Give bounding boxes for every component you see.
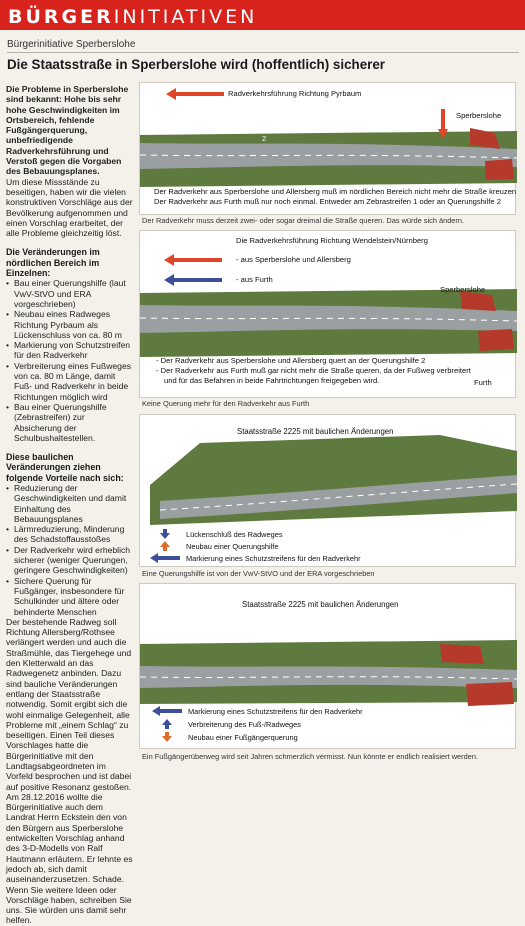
intro-lead: Die Probleme in Sperberslohe sind bekannt: Hohe bis sehr hohe Geschwindigkeiten im Ortsbereich, fehlende Fußgängerquerung, unbefriedigende Radverkehrsführung und Verstoß gegen die Vorgaben des Bebauungsplanes. <box>6 84 129 177</box>
arrow-down-icon <box>152 732 182 742</box>
diagram-panel-2 <box>139 230 516 398</box>
advantages-heading: Diese baulichen Veränderungen ziehen folgende Vorteile nach sich: <box>6 452 124 483</box>
panel-2-caption: Keine Querung mehr für den Radverkehr aus Furth <box>142 399 310 408</box>
diagram-panel-1 <box>139 82 516 215</box>
note-line: - Der Radverkehr aus Sperberslohe und Allersberg quert an der Querungshilfe 2 <box>156 356 426 365</box>
legend-row <box>152 732 298 742</box>
panel-title: Staatsstraße 2225 mit baulichen Änderungen <box>242 600 399 609</box>
legend-label: - aus Sperberslohe und Allersberg <box>236 255 351 264</box>
banner-title <box>8 6 257 28</box>
changes-list <box>6 278 134 443</box>
list-item: • Markierung von Schutzstreifen für den Radverkehr <box>6 340 134 361</box>
changes-heading: Die Veränderungen im nördlichen Bereich im Einzelnen: <box>6 247 100 279</box>
intro-text: Um diese Missstände zu beseitigen, haben wir die vielen konstruktiven Vorschläge aus der Bevölkerung aufgenommen und einen Vorschlag erarbeitet, der alle Probleme gleichzeitig löst. <box>6 176 133 239</box>
legend-row <box>150 553 361 563</box>
arrow-down-icon <box>438 109 448 139</box>
list-item: • Verbreiterung eines Fußweges von ca. 80 m Länge, damit Fuß- und Radverkehr in beide Richtungen möglich wird <box>6 361 134 402</box>
legend-label: Neubau einer Fußgängerquerung <box>188 732 298 742</box>
note-line: - Der Radverkehr aus Furth muß gar nicht mehr die Straße queren, da der Fußweg verbreitert <box>156 366 471 375</box>
panel-3-caption: Eine Querungshilfe ist von der VwV-StVO und der ERA vorgeschrieben <box>142 569 375 578</box>
arrow-left-icon <box>164 273 224 287</box>
town-label: Furth <box>474 378 492 387</box>
list-item: • Neubau eines Radweges Richtung Pyrbaum als Lückenschluss von ca. 80 m <box>6 309 134 340</box>
arrow-up-icon <box>150 541 180 551</box>
note-line: Der Radverkehr aus Furth muß nur noch einmal. Entweder am Zebrastreifen 1 oder an Querungshilfe 2 <box>154 197 501 206</box>
arrow-left-icon <box>164 253 224 267</box>
legend-label: Markierung eines Schutzstreifens für den Radverkehr <box>186 553 361 563</box>
route-label: Die Radverkehrsführung Richtung Wendelstein/Nürnberg <box>236 236 428 245</box>
route-label: Radverkehrsführung Richtung Pyrbaum <box>228 89 362 98</box>
legend-label: Lückenschluß des Radweges <box>186 529 283 539</box>
article-body <box>6 84 134 926</box>
closing-text: Der bestehende Radweg soll Richtung Allersberg/Rothsee verlängert werden und auch die Straßmühle, das Tiergehege und den Kletterwald an das Radwegenetz anbinden. Dazu sind bauliche Veränderungen entlang der Staatsstraße notwendig. Somit ergibt sich die wohl einmalige Gelegenheit, alle Probleme mit „einem Schlag“ zu beseitigen. Einen Teil dieses Vorschlages hatte die Bürgerinitiative mit den Landtagsabgeordneten im Vorfeld besprochen und ist dabei auf positive Resonanz gestoßen. Am 28.12.2016 wollte die Bürgerinitiative auch dem Landrat Herrn Eckstein den von den Bürgern aus Sperberslohe entwickelten Vorschlag anhand des 3-D-Modells von Ralf Hautmann erläutern. Er lehnte es jedoch ab, sich damit auseinanderzusetzen. Schade. Wenn Sie weitere Ideen oder Vorschläge haben, schreiben Sie uns. Sie würden uns damit sehr helfen. <box>6 616 133 926</box>
panel-title: Staatsstraße 2225 mit baulichen Änderungen <box>237 427 394 436</box>
legend-label: Neubau einer Querungshilfe <box>186 541 279 551</box>
panel-4-caption: Ein Fußgängerüberweg wird seit Jahren schmerzlich vermisst. Nun könnte er endlich realisiert werden. <box>142 752 479 761</box>
list-item: • Lärmreduzierung, Minderung des Schadstoffausstoßes <box>6 524 134 545</box>
divider <box>7 52 519 53</box>
diagram-panel-4 <box>139 583 516 749</box>
advantages-list <box>6 483 134 617</box>
list-item: • Reduzierung der Geschwindigkeiten und damit Einhaltung des Bebauungsplanes <box>6 483 134 524</box>
banner-title-light: INITIATIVEN <box>113 6 258 28</box>
list-item: • Bau einer Querungshilfe (Zebrastreifen) zur Absicherung der Schulbushaltestellen. <box>6 402 134 443</box>
panel-1-caption: Der Radverkehr muss derzeit zwei- oder sogar dreimal die Straße queren. Das würde sich ändern. <box>142 216 465 225</box>
legend-row <box>152 719 301 729</box>
town-label: Sperberslohe <box>440 285 486 294</box>
legend-label: - aus Furth <box>236 275 273 284</box>
article-title: Die Staatsstraße in Sperberslohe wird (hoffentlich) sicherer <box>7 57 386 72</box>
legend-row <box>150 529 283 539</box>
header-banner <box>0 0 525 30</box>
legend-row <box>150 541 278 551</box>
legend-label: Markierung eines Schutzstreifens für den Radverkehr <box>188 706 363 716</box>
note-line: Der Radverkehr aus Sperberslohe und Allersberg muß im nördlichen Bereich nicht mehr die Straße kreuzen <box>154 187 517 196</box>
list-item: • Sichere Querung für Fußgänger, insbesondere für Schulkinder und ältere oder behinderte Menschen <box>6 576 134 617</box>
town-label: Sperberslohe <box>456 111 502 120</box>
legend-label: Verbreiterung des Fuß-/Radweges <box>188 719 301 729</box>
diagram-panel-3 <box>139 414 516 567</box>
section-subheading: Bürgerinitiative Sperberslohe <box>7 39 136 50</box>
list-item: • Der Radverkehr wird erheblich sicherer (weniger Querungen, geringere Geschwindigkeiten) <box>6 545 134 576</box>
arrow-down-icon <box>150 529 180 539</box>
arrow-left-icon <box>166 87 226 101</box>
legend-row <box>152 706 363 716</box>
banner-title-bold: BÜRGER <box>8 6 114 28</box>
arrow-up-icon <box>152 719 182 729</box>
lane-number: 2 <box>262 134 267 143</box>
arrow-left-icon <box>150 553 180 563</box>
list-item: • Bau einer Querungshilfe (laut VwV-StVO und ERA vorgeschrieben) <box>6 278 134 309</box>
arrow-left-icon <box>152 706 182 716</box>
note-line: und für das Befahren in beide Fahrtrichtungen freigegeben wird. <box>164 376 380 385</box>
